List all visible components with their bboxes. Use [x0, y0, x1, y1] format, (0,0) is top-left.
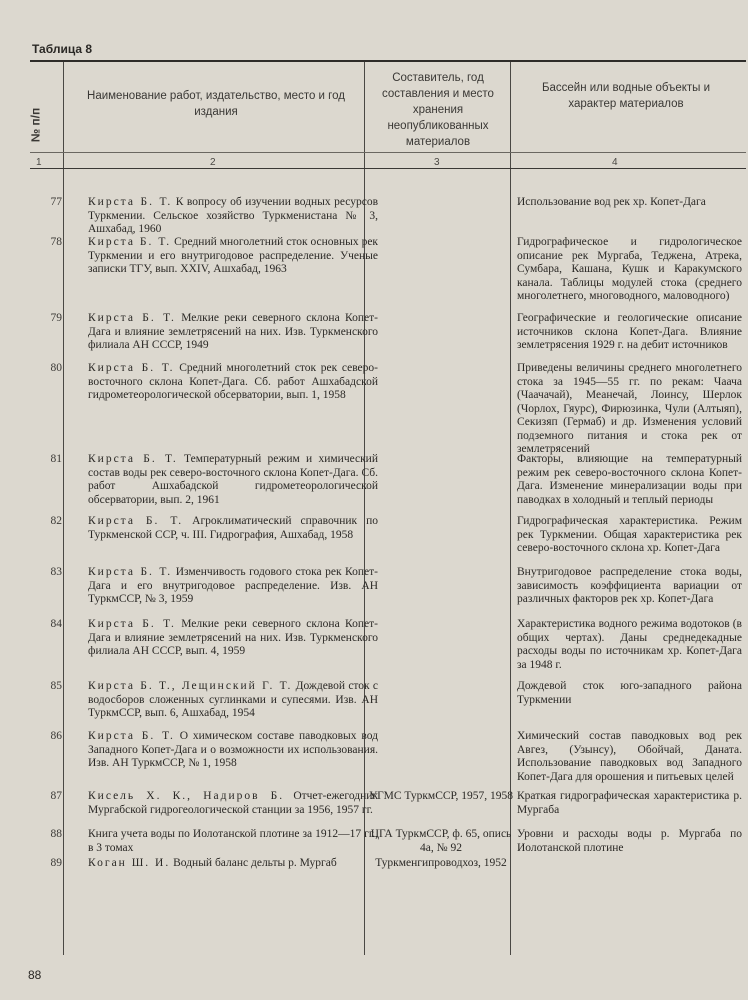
author: Кисель Х. К., Надиров Б.: [88, 790, 285, 802]
basin-cell: Краткая гидрографическая характеристика р. Мургаба: [517, 790, 742, 816]
author: Кирста Б. Т.: [88, 453, 178, 465]
compiler-cell: ЦГА ТуркмССР, ф. 65, опись 4а, № 92: [370, 828, 512, 854]
work-title: Агроклиматический справочник по Туркменской ССР, ч. III. Гидрография, Ашхабад, 1958: [88, 515, 378, 541]
work-title: Температурный режим и химический состав воды рек северо-восточного склона Копет-Дага. Сб. работ Ашхабадской гидрометеорологической обсерватории, вып. 2, 1961: [88, 453, 378, 506]
row-number: 86: [50, 730, 62, 742]
work-title: Средний многолетний сток основных рек Туркмении и его внутригодовое распределение. Ученые записки ТГУ, вып. XXIV, Ашхабад, 1963: [88, 236, 379, 275]
work-cell: [88, 790, 378, 817]
row-number: 89: [50, 857, 62, 869]
row-number: 78: [50, 236, 62, 248]
basin-cell: Дождевой сток юго-западного района Туркмении: [517, 680, 742, 706]
author: Кирста Б. Т.: [88, 730, 175, 742]
work-title: Средний многолетний сток рек северо-восточного склона Копет-Дага. Сб. работ Ашхабадской гидрометеорологической обсерватории, вып. 1, 1958: [88, 362, 378, 401]
header-number: № п/п: [28, 107, 43, 143]
work-title: Мелкие реки северного склона Копет-Дага и влияние землетрясений на них. Изв. Туркменского филиала АН СССР, 1949: [88, 312, 378, 351]
author: Кирста Б. Т.: [88, 618, 176, 630]
work-title: К вопросу об изучении водных ресурсов Туркмении. Сельское хозяйство Туркменистана № 3, Ашхабад, 1960: [88, 196, 379, 235]
work-cell: [88, 857, 378, 871]
work-cell: [88, 618, 378, 659]
work-title: Отчет-ежегодник Мургабской гидрогеологической станции за 1956, 1957 гг.: [88, 790, 378, 816]
work-cell: [88, 566, 378, 607]
author: Кирста Б. Т., Лещинский Г. Т.: [88, 680, 293, 692]
row-number: 85: [50, 680, 62, 692]
work-title: Мелкие реки северного склона Копет-Дага и влияние землетрясений на них. Изв. Туркменского филиала АН СССР, вып. 4, 1959: [88, 618, 378, 657]
work-title: Водный баланс дельты р. Мургаб: [173, 857, 337, 869]
header-basin: Бассейн или водные объекты и характер материалов: [541, 82, 711, 110]
header-bottom-rule: [30, 168, 746, 169]
author: Кирста Б. Т.: [88, 236, 172, 248]
work-cell: [88, 515, 378, 542]
basin-cell: Внутригодовое распределение стока воды, зависимость коэффициента вариации от различных факторов рек хр. Копет-Дага: [517, 566, 742, 605]
basin-cell: Химический состав паводковых вод рек Авгез, (Узынсу), Обойчай, Даната. Использование паводковых вод Западного Копет-Дага для орошения и питьевых целей: [517, 730, 742, 783]
basin-cell: Характеристика водного режима водотоков (в общих чертах). Даны среднедекадные расходы воды по источникам хр. Копет-Дага за 1948 г.: [517, 618, 742, 671]
work-title: Изменчивость годового стока рек Копет-Дага и его внутригодовое распределение. Изв. АН ТуркмССР, № 3, 1959: [88, 566, 378, 605]
basin-cell: Использование вод рек хр. Копет-Дага: [517, 196, 706, 208]
author: Кирста Б. Т.: [88, 566, 173, 578]
work-title: Книга учета воды по Иолотанской плотине за 1912—17 гг., в 3 томах: [88, 828, 378, 854]
header-compiler: Составитель, год составления и место хранения неопубликованных материалов: [382, 72, 494, 148]
work-cell: [88, 362, 378, 403]
header-divider: [30, 152, 746, 153]
work-title: Дождевой сток с водосборов сложенных суглинками и супесями. Изв. АН ТуркмССР, вып. 6, Ашхабад, 1954: [88, 680, 379, 719]
row-number: 79: [50, 312, 62, 324]
author: Кирста Б. Т.: [88, 515, 184, 527]
basin-cell: Факторы, влияющие на температурный режим рек северо-восточного склона Копет-Дага. Изменение минерализации воды при паводках в холодный и теплый периоды: [517, 453, 742, 506]
author: Кирста Б. Т.: [88, 196, 173, 208]
work-cell: [88, 236, 378, 277]
top-rule: [30, 60, 746, 62]
row-number: 84: [50, 618, 62, 630]
column-number-2: 2: [210, 157, 216, 168]
row-number: 87: [50, 790, 62, 802]
basin-cell: Гидрографическое и гидрологическое описание рек Мургаба, Теджена, Атрека, Сумбара, Кашана, Кушк и Каракумского канала. Таблицы модулей стока (среднего многолетнего, многоводного, маловодного): [517, 236, 742, 302]
basin-cell: Уровни и расходы воды р. Мургаба по Иолотанской плотине: [517, 828, 742, 854]
row-number: 83: [50, 566, 62, 578]
work-cell: [88, 453, 378, 507]
author: Коган Ш. И.: [88, 857, 171, 869]
column-divider-1: [63, 62, 64, 955]
work-title: О химическом составе паводковых вод Западного Копет-Дага и о возможности их использования. Изв. АН ТуркмССР, № 1, 1958: [88, 730, 379, 769]
header-work: Наименование работ, издательство, место и год издания: [87, 90, 345, 118]
column-number-3: 3: [434, 157, 440, 168]
work-cell: [88, 828, 378, 855]
column-number-1: 1: [36, 157, 42, 168]
page-number: 88: [28, 968, 42, 982]
basin-cell: Географические и геологические описание источников склона Копет-Дага. Влияние землетрясения 1929 г. на дебит источников: [517, 312, 742, 351]
row-number: 81: [50, 453, 62, 465]
work-cell: [88, 730, 378, 771]
row-number: 77: [50, 196, 62, 208]
column-number-4: 4: [612, 157, 618, 168]
author: Кирста Б. Т.: [88, 362, 175, 374]
column-divider-3: [510, 62, 511, 955]
row-number: 82: [50, 515, 62, 527]
basin-cell: Гидрографическая характеристика. Режим рек Туркмении. Общая характеристика рек северо-восточного склона хр. Копет-Дага: [517, 515, 742, 554]
row-number: 80: [50, 362, 62, 374]
work-cell: [88, 196, 378, 237]
table-title: Таблица 8: [32, 42, 93, 56]
basin-cell: Приведены величины среднего многолетнего стока за 1945—55 гг. по рекам: Чаача (Чаачачай), Меанечай, Лоинсу, Шерлок (Чорлох, Гяурс), Фирюзинка, Чули (Алтыяп), Секизяп (Гермаб) и др. Изменения условий подземного питания и стока рек от землетрясений: [517, 362, 742, 455]
row-number: 88: [50, 828, 62, 840]
work-cell: [88, 312, 378, 353]
author: Кирста Б. Т.: [88, 312, 176, 324]
work-cell: [88, 680, 378, 721]
compiler-cell: УГМС ТуркмССР, 1957, 1958: [368, 790, 514, 802]
compiler-cell: Туркменгипроводхоз, 1952: [375, 857, 507, 869]
